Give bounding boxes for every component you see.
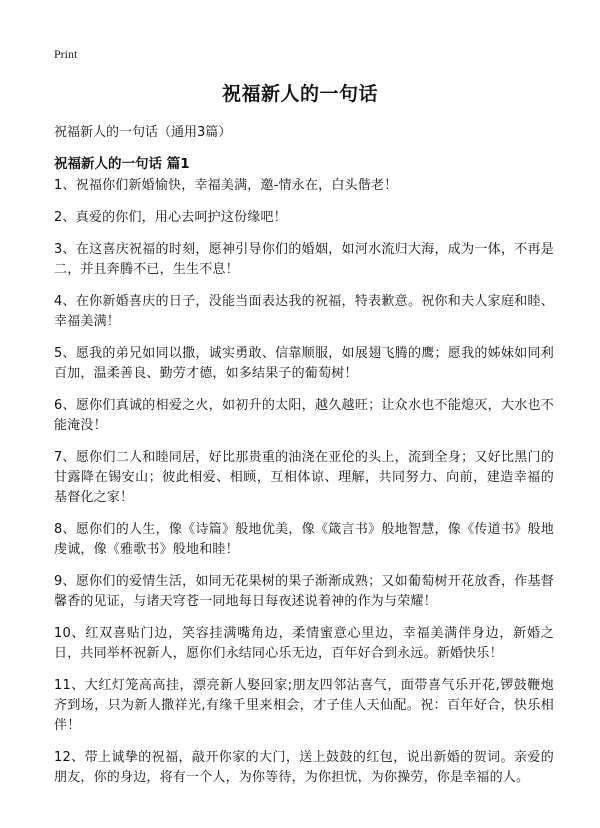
list-item: 4、在你新婚喜庆的日子，没能当面表达我的祝福，特表歉意。祝你和夫人家庭和睦、幸福美满！ xyxy=(54,294,554,329)
list-item: 7、愿你们二人和睦同居，好比那贵重的油浇在亚伦的头上，流到全身；又好比黑门的甘露降在锡安山；彼此相爱、相顾，互相体谅、理解，共同努力、向前，建造幸福的基督化之家！ xyxy=(54,450,554,505)
list-item: 6、愿你们真诚的相爱之火，如初升的太阳，越久越旺；让众水也不能熄灭，大水也不能淹没！ xyxy=(54,398,554,433)
list-item: 12、带上诚挚的祝福，敲开你家的大门，送上鼓鼓的红包，说出新婚的贺词。亲爱的朋友，你的身边，将有一个人，为你等待，为你担忧，为你操劳，你是幸福的人。 xyxy=(54,750,554,785)
blessing-list xyxy=(54,176,554,800)
list-item: 1、祝福你们新婚愉快，幸福美满，邀-情永在，白头偕老！ xyxy=(54,178,398,193)
list-item: 10、红双喜贴门边，笑容挂满嘴角边，柔情蜜意心里边，幸福美满伴身边，新婚之日，共同举杯祝新人，愿你们永结同心乐无边，百年好合到永远。新婚快乐！ xyxy=(54,626,554,661)
list-item: 8、愿你们的人生，像《诗篇》般地优美，像《箴言书》般地智慧，像《传道书》般地虔诚，像《雅歌书》般地和睦！ xyxy=(54,522,554,557)
list-item: 9、愿你们的爱情生活，如同无花果树的果子渐渐成熟；又如葡萄树开花放香，作基督馨香的见证，与诸天穹苍一同地每日每夜述说着神的作为与荣耀！ xyxy=(54,574,554,609)
section-heading: 祝福新人的一句话 篇1 xyxy=(54,156,190,172)
print-link[interactable]: Print xyxy=(54,47,78,61)
page-title: 祝福新人的一句话 xyxy=(221,83,378,105)
list-item: 3、在这喜庆祝福的时刻，愿神引导你们的婚姻，如河水流归大海，成为一体，不再是二，并且奔腾不已，生生不息！ xyxy=(54,242,554,277)
list-item: 11、大红灯笼高高挂，漂亮新人娶回家;朋友四邻沾喜气，面带喜气乐开花,锣鼓鞭炮齐到场，只为新人撒祥光,有缘千里来相会，才子佳人天仙配。祝：百年好合，快乐相伴！ xyxy=(54,678,554,733)
document-subtitle: 祝福新人的一句话（通用3篇） xyxy=(54,125,232,140)
list-item: 2、真爱的你们，用心去呵护这份缘吧！ xyxy=(54,210,287,225)
list-item: 5、愿我的弟兄如同以撒，诚实勇敢、信靠顺服，如展翅飞腾的鹰；愿我的姊妹如同利百加，温柔善良、勤劳才德，如多结果子的葡萄树！ xyxy=(54,346,554,381)
